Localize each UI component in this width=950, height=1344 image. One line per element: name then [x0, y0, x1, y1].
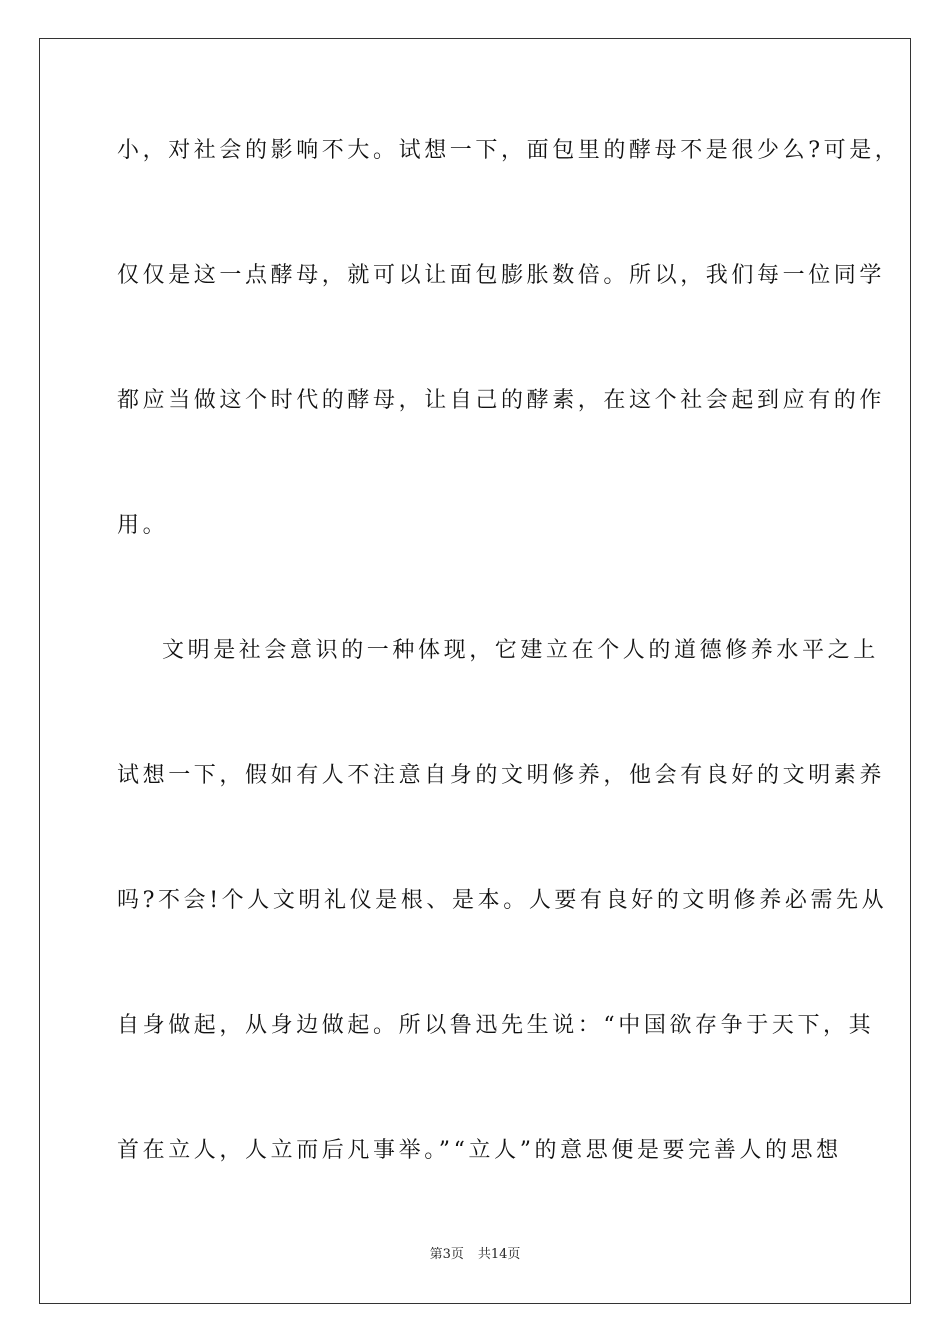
body-line-9: 首在立人，人立而后凡事举。”“立人”的意思便是要完善人的思想 [117, 1138, 842, 1163]
page-footer [0, 1246, 950, 1264]
body-line-2: 仅仅是这一点酵母，就可以让面包膨胀数倍。所以，我们每一位同学 [117, 263, 886, 288]
body-line-3: 都应当做这个时代的酵母，让自己的酵素，在这个社会起到应有的作 [117, 388, 886, 413]
body-line-6: 试想一下，假如有人不注意自身的文明修养，他会有良好的文明素养 [117, 763, 886, 788]
body-line-1: 小，对社会的影响不大。试想一下，面包里的酵母不是很少么?可是， [117, 138, 901, 163]
page-number: 第3页 [429, 1247, 464, 1262]
body-line-4: 用。 [117, 513, 169, 538]
body-line-8: 自身做起，从身边做起。所以鲁迅先生说：“中国欲存争于天下，其 [117, 1013, 875, 1038]
paragraph-start-line: 文明是社会意识的一种体现，它建立在个人的道德修养水平之上 [162, 638, 879, 663]
page-total: 共14页 [477, 1247, 521, 1262]
page-border [39, 38, 911, 1304]
body-line-7: 吗?不会!个人文明礼仪是根、是本。人要有良好的文明修养必需先从 [117, 888, 888, 913]
